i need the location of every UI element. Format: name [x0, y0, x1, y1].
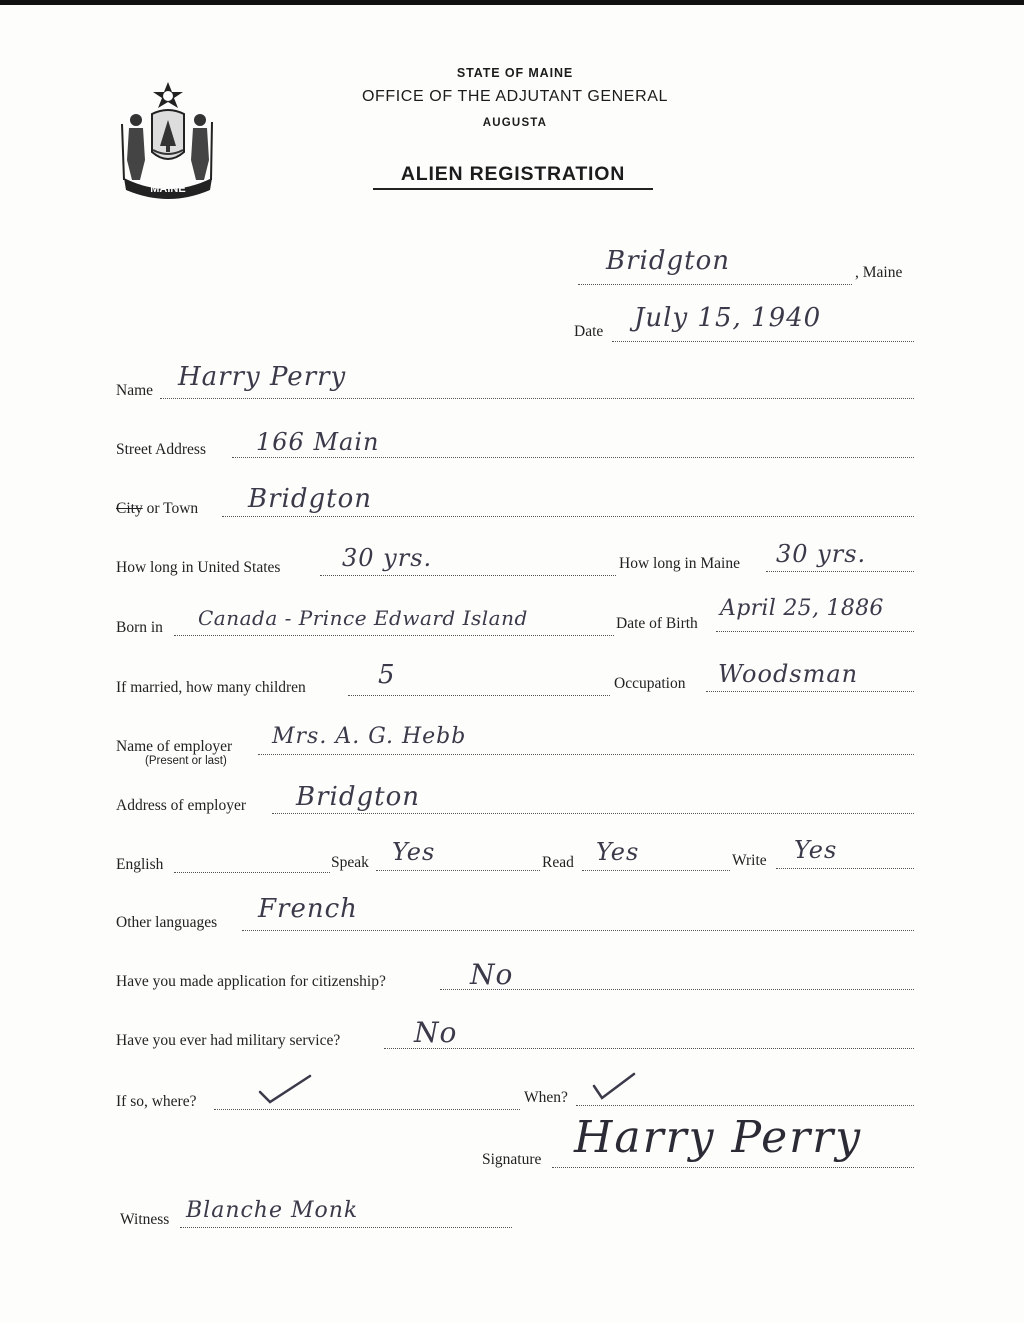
street-label: Street Address: [116, 441, 206, 458]
how-long-us-value: 30 yrs.: [342, 544, 433, 572]
name-line: [160, 398, 914, 399]
read-label: Read: [542, 854, 574, 871]
military-label: Have you ever had military service?: [116, 1032, 341, 1049]
town-value: Bridgton: [606, 246, 730, 276]
write-line: [776, 868, 914, 869]
state-heading: STATE OF MAINE: [456, 66, 574, 80]
date-label: Date: [574, 323, 604, 340]
how-long-maine-value: 30 yrs.: [776, 540, 867, 568]
occupation-line: [706, 691, 914, 692]
maine-label: , Maine: [855, 264, 903, 281]
name-label: Name: [116, 382, 154, 399]
witness-label: Witness: [120, 1211, 170, 1228]
other-languages-value: French: [258, 894, 358, 924]
date-of-birth-line: [716, 631, 914, 632]
other-languages-label: Other languages: [116, 914, 218, 931]
city-label: City or Town: [116, 500, 199, 517]
occupation-label: Occupation: [614, 675, 686, 692]
employer-value: Mrs. A. G. Hebb: [272, 724, 467, 749]
occupation-value: Woodsman: [718, 660, 859, 688]
read-value: Yes: [596, 838, 640, 866]
street-value: 166 Main: [256, 428, 380, 456]
born-in-line: [174, 635, 614, 636]
employer-address-line: [272, 813, 914, 814]
write-label: Write: [732, 852, 767, 869]
born-in-label: Born in: [116, 619, 163, 636]
signature-value: Harry Perry: [574, 1112, 863, 1163]
name-value: Harry Perry: [178, 362, 347, 392]
military-value: No: [414, 1016, 458, 1049]
how-long-maine-label: How long in Maine: [619, 555, 740, 572]
when-checkmark-icon: [592, 1072, 636, 1102]
other-languages-line: [242, 930, 914, 931]
children-value: 5: [378, 660, 396, 690]
employer-address-value: Bridgton: [296, 782, 420, 812]
military-line: [384, 1048, 914, 1049]
date-of-birth-value: April 25, 1886: [720, 596, 884, 621]
city-heading: AUGUSTA: [482, 117, 548, 129]
employer-address-label: Address of employer: [116, 797, 246, 814]
seal-text: MAINE: [150, 183, 186, 195]
english-label: English: [116, 856, 164, 873]
how-long-maine-line: [766, 571, 914, 572]
speak-label: Speak: [331, 854, 369, 871]
citizenship-value: No: [470, 958, 514, 991]
witness-value: Blanche Monk: [186, 1198, 359, 1223]
street-line: [232, 457, 914, 458]
speak-value: Yes: [392, 838, 436, 866]
city-line: [222, 516, 914, 517]
when-label: When?: [524, 1089, 568, 1106]
how-long-us-line: [320, 575, 616, 576]
date-line: [612, 341, 914, 342]
where-label: If so, where?: [116, 1093, 197, 1110]
born-in-value: Canada - Prince Edward Island: [198, 606, 528, 630]
date-value: July 15, 1940: [634, 303, 822, 333]
employer-sublabel: (Present or last): [145, 755, 227, 767]
city-value: Bridgton: [248, 484, 372, 514]
town-line: [578, 284, 852, 285]
children-line: [348, 695, 610, 696]
how-long-us-label: How long in United States: [116, 559, 281, 576]
read-line: [582, 870, 730, 871]
employer-line: [258, 754, 914, 755]
where-checkmark-icon: [258, 1074, 312, 1106]
citizenship-label: Have you made application for citizenship?: [116, 973, 386, 990]
form-title: ALIEN REGISTRATION: [373, 163, 653, 190]
where-line: [214, 1109, 520, 1110]
speak-line: [376, 870, 540, 871]
date-of-birth-label: Date of Birth: [616, 615, 698, 632]
signature-label: Signature: [482, 1151, 542, 1168]
office-heading: OFFICE OF THE ADJUTANT GENERAL: [361, 88, 669, 105]
signature-line: [552, 1167, 914, 1168]
english-line: [174, 872, 330, 873]
children-label: If married, how many children: [116, 679, 306, 696]
when-line: [576, 1105, 914, 1106]
scan-top-edge: [0, 0, 1024, 5]
write-value: Yes: [794, 836, 838, 864]
witness-line: [180, 1227, 512, 1228]
employer-label: Name of employer: [116, 738, 233, 755]
